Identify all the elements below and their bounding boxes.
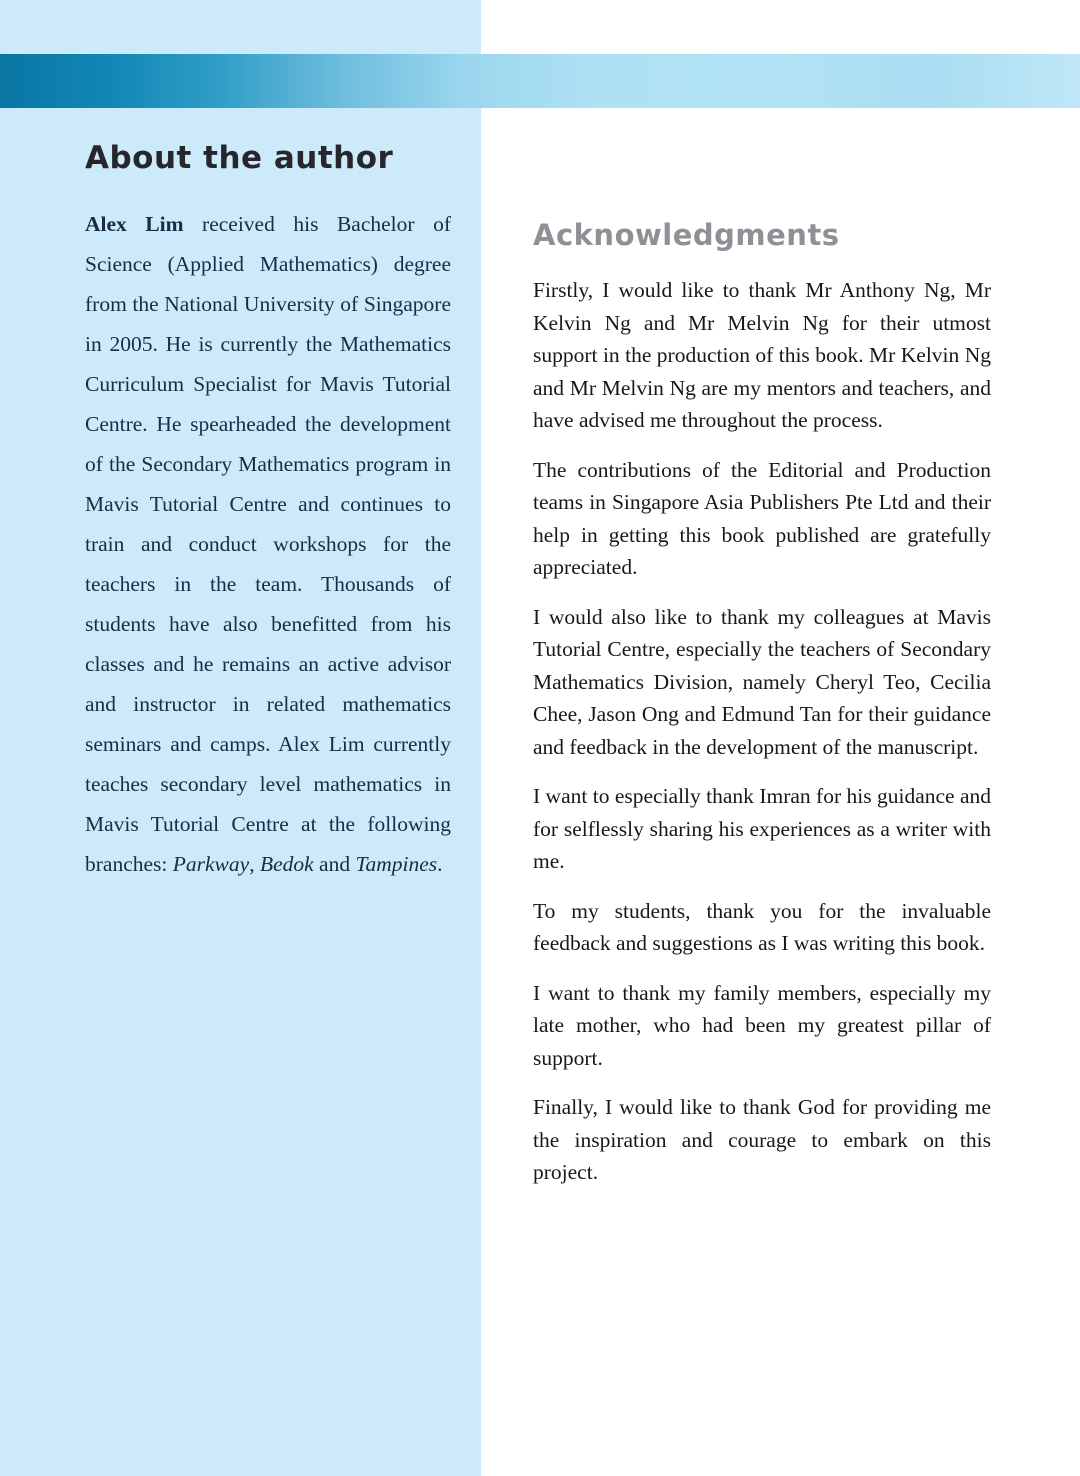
acknowledgments-title: Acknowledgments [533, 218, 840, 252]
about-author-paragraph [85, 204, 451, 884]
text-segment: , [249, 852, 260, 876]
text-segment: . [437, 852, 443, 876]
acknowledgments-paragraph-1: Firstly, I would like to thank Mr Anthony Ng, Mr Kelvin Ng and Mr Melvin Ng for their utmost support in the production of this book. Mr Kelvin Ng and Mr Melvin Ng are my mentors and teachers, and have advised me throughout the process. [533, 278, 991, 432]
acknowledgments-section [533, 218, 991, 1206]
about-author-title: About the author [85, 140, 394, 176]
about-author-section [85, 140, 451, 884]
acknowledgments-paragraph-5: To my students, thank you for the invaluable feedback and suggestions as I was writing this book. [533, 898, 991, 955]
acknowledgments-paragraph-3: I would also like to thank my colleagues at Mavis Tutorial Centre, especially the teachers of Secondary Mathematics Division, namely Cheryl Teo, Cecilia Chee, Jason Ong and Edmund Tan for their guidance and feedback in the development of the manuscript. [533, 604, 991, 759]
acknowledgments-paragraph-4: I want to especially thank Imran for his guidance and for selflessly sharing his experiences as a writer with me. [533, 784, 991, 873]
text-segment: Alex Lim [85, 212, 184, 236]
acknowledgments-paragraph-6: I want to thank my family members, especially my late mother, who had been my greatest pillar of support. [533, 980, 991, 1070]
text-segment: and [313, 852, 356, 876]
acknowledgments-paragraph-2: The contributions of the Editorial and Production teams in Singapore Asia Publishers Pte Ltd and their help in getting this book published are gratefully appreciated. [533, 457, 991, 579]
top-gradient-bar [0, 54, 1080, 108]
text-segment: Parkway [172, 852, 250, 876]
acknowledgments-paragraph-7: Finally, I would like to thank God for providing me the inspiration and courage to embark on this project. [533, 1095, 991, 1184]
text-segment: received his Bachelor of Science (Applied Mathematics) degree from the National University of Singapore in 2005. He is currently the Mathematics Curriculum Specialist for Mavis Tutorial Centre. He spearheaded the development of the Secondary Mathematics program in Mavis Tutorial Centre and continues to train and conduct workshops for the teachers in the team. Thousands of students have also benefitted from his classes and he remains an active advisor and instructor in related mathematics seminars and camps. Alex Lim currently teaches secondary level mathematics in Mavis Tutorial Centre at the following branches: [85, 212, 451, 876]
text-segment: Tampines [355, 852, 438, 876]
text-segment: Bedok [259, 852, 314, 876]
